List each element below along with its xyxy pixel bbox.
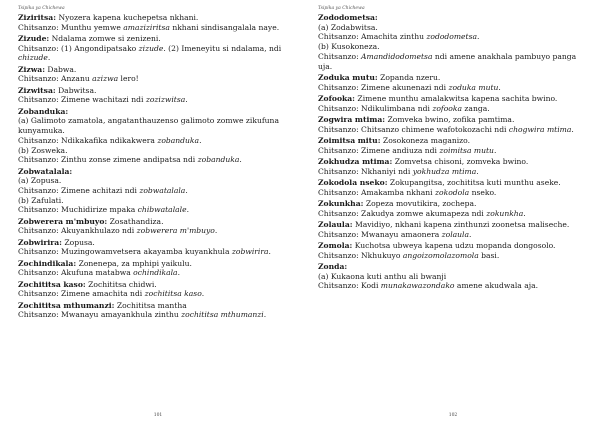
- example-term: zokunkha: [486, 208, 524, 218]
- entry-definition: Ndalama zomwe si zenizeni.: [49, 34, 161, 43]
- entry-headword: Zokhudza mtima:: [318, 156, 393, 166]
- entry-text: (a) Kukaona kuti anthu ali bwanji: [318, 271, 447, 281]
- entry-text: Chitsanzo: Zinthu zonse zimene andipatsa ndi: [18, 155, 198, 165]
- right-page: [300, 0, 600, 424]
- entry-text: Chitsanzo: Mwanayu amayankhula zinthu: [18, 310, 182, 320]
- dictionary-entry: [318, 178, 584, 197]
- entry-text: .: [185, 185, 188, 195]
- dictionary-entry: [18, 65, 288, 84]
- entry-text: Chitsanzo: Zimene akunenazi ndi: [318, 82, 449, 92]
- dictionary-entry: [18, 259, 288, 278]
- example-term: zokodola: [435, 187, 470, 197]
- example-term: zoimitsa mutu: [439, 145, 494, 155]
- entry-text: .: [476, 166, 479, 176]
- entry-text: ndi amene anakhala pambuyo panga uja.: [318, 51, 577, 71]
- entry-text: Chitsanzo: Zimene andiuza ndi: [318, 145, 440, 155]
- entry-headword: Ziziritsa:: [18, 13, 57, 22]
- dictionary-entry: [18, 280, 288, 299]
- dictionary-entry: [318, 262, 584, 291]
- dictionary-entry: [18, 238, 288, 257]
- entry-headword: Zododometsa:: [318, 13, 378, 22]
- entry-line: [318, 209, 584, 219]
- entry-definition: Zopusa.: [61, 237, 95, 247]
- example-term: chizude: [18, 53, 48, 63]
- example-term: zobwerera m'mbuyo: [136, 226, 215, 236]
- entry-line: [18, 268, 288, 278]
- entry-headword: Zizwitsa:: [18, 85, 56, 95]
- example-term: chogwira mtima: [508, 124, 572, 134]
- dictionary-entry: [318, 13, 584, 71]
- entry-text: Chitsanzo: Amachita zinthu: [318, 32, 427, 42]
- entry-line: [318, 104, 584, 114]
- entry-text: Chitsanzo: Muchidirize mpaka: [18, 205, 138, 215]
- entry-text: Chitsanzo: Nkhaniyi ndi: [318, 166, 413, 176]
- example-term: zochititsa mthumanzi: [181, 310, 264, 320]
- entry-line: [18, 196, 288, 206]
- entry-text: nkhani sindisangalala naye.: [169, 22, 280, 32]
- example-term: yokhudza mtima: [412, 166, 477, 176]
- entry-text: (b) Zosweka.: [18, 145, 68, 155]
- entries-list: [318, 13, 584, 291]
- entry-text: Chitsanzo: Zakudya zomwe akumapeza ndi: [318, 208, 487, 218]
- entry-definition: Zopeza movutikira, zochepa.: [363, 198, 477, 208]
- entry-headword: Zogwira mtima:: [318, 114, 386, 124]
- entry-headword: Zoduka mutu:: [318, 72, 378, 82]
- example-term: zochititsa kaso: [144, 289, 202, 299]
- entry-text: lero!: [118, 74, 139, 84]
- entry-text: (b) Zafulati.: [18, 195, 64, 205]
- example-term: munakawazondako: [380, 281, 455, 291]
- example-term: zizude: [138, 43, 164, 53]
- entry-definition: Dabwitsa.: [55, 85, 97, 95]
- entry-headword: Zobanduka:: [18, 106, 69, 116]
- entry-text: Chitsanzo: (1) Angondipatsako: [18, 43, 139, 53]
- entry-text: .: [185, 95, 188, 105]
- entry-text: Chitsanzo: Munthu yemwe: [18, 22, 124, 32]
- entry-headword: Zonda:: [318, 261, 348, 271]
- entry-text: Chitsanzo: Mwanayu amaonera: [318, 229, 442, 239]
- entry-text: .: [47, 53, 51, 63]
- entry-line: [18, 95, 288, 105]
- entry-headword: Zizwa:: [18, 64, 46, 74]
- example-term: azizwa: [92, 74, 119, 84]
- example-term: zoduka mutu: [448, 82, 499, 92]
- entry-headword: Zomola:: [318, 240, 353, 250]
- entry-text: nseko.: [469, 187, 497, 197]
- entry-definition: Zosokoneza maganizo.: [380, 135, 471, 145]
- entry-headword: Zokunkha:: [318, 198, 364, 208]
- example-term: Amandidodometsa: [361, 51, 433, 61]
- entry-line: [18, 116, 288, 135]
- entry-text: .: [571, 124, 574, 134]
- dictionary-entry: [318, 157, 584, 176]
- example-term: amaziziritsa: [123, 22, 170, 32]
- entry-headword: Zobwatalala:: [18, 166, 73, 176]
- entry-headword: Zokodola nseko:: [318, 177, 388, 187]
- entry-definition: Zopanda nzeru.: [377, 72, 441, 82]
- example-term: angoizomolazomola: [402, 250, 479, 260]
- entry-line: [318, 167, 584, 177]
- dictionary-entry: [18, 13, 288, 32]
- entry-text: Chitsanzo: Chitsanzo chimene wafotokozachi ndi: [318, 124, 509, 134]
- example-term: zozizwitsa: [145, 95, 186, 105]
- entry-text: Chitsanzo: Kodi: [318, 281, 381, 291]
- entry-definition: Zonenepa, za mphipi yaikulu.: [76, 258, 192, 268]
- example-term: zododometsa: [426, 32, 477, 42]
- dictionary-entry: [18, 86, 288, 105]
- dictionary-entry: [318, 199, 584, 218]
- running-head: Tsipika ya Chichewa: [318, 6, 365, 11]
- entry-text: .: [201, 289, 205, 299]
- entry-line: [18, 289, 288, 299]
- dictionary-entry: [318, 115, 584, 134]
- dictionary-entry: [318, 220, 584, 239]
- entry-definition: Zokupangitsa, zochititsa kuti munthu aseke.: [387, 177, 561, 187]
- entry-line: [318, 188, 584, 198]
- entry-line: [318, 23, 584, 33]
- entry-line: [318, 230, 584, 240]
- entry-headword: Zofooka:: [318, 93, 355, 103]
- dictionary-entry: [18, 34, 288, 63]
- dictionary-entry: [18, 167, 288, 216]
- entry-line: [318, 281, 584, 291]
- dictionary-entry: [18, 301, 288, 320]
- entry-line: [318, 146, 584, 156]
- entry-headword: Zoimitsa mitu:: [318, 135, 381, 145]
- entry-text: .: [268, 247, 271, 257]
- entry-line: [18, 155, 288, 165]
- entry-headword: Zochititsa kaso:: [18, 279, 86, 289]
- entries-list: [18, 13, 288, 320]
- example-term: zobwatalala: [139, 185, 186, 195]
- entry-text: .: [493, 145, 497, 155]
- example-term: zobanduka: [157, 135, 200, 145]
- entry-text: .: [177, 268, 181, 278]
- entry-text: (b) Kusokoneza.: [318, 42, 380, 52]
- page-number: 102: [448, 413, 458, 418]
- example-term: zolaula: [441, 229, 470, 239]
- entry-text: (a) Zopusa.: [18, 176, 62, 186]
- dictionary-entry: [18, 217, 288, 236]
- example-term: zofooka: [432, 103, 462, 113]
- entry-text: .: [186, 205, 190, 215]
- example-term: chibwatalale: [137, 205, 187, 215]
- entry-line: [318, 272, 584, 282]
- entry-line: [318, 125, 584, 135]
- entry-line: [318, 83, 584, 93]
- entry-line: [18, 176, 288, 186]
- entry-line: [18, 205, 288, 215]
- entry-line: [18, 74, 288, 84]
- entry-text: .: [263, 310, 267, 320]
- entry-text: amene akudwala aja.: [454, 281, 539, 291]
- entry-text: Chitsanzo: Ndikakafika ndikakwera: [18, 135, 158, 145]
- entry-text: .: [477, 32, 480, 42]
- example-term: ochindikala: [133, 268, 178, 278]
- entry-line: [18, 226, 288, 236]
- entry-text: Chitsanzo: Nkhukuyo: [318, 250, 403, 260]
- entry-headword: Zobwerera m'mbuyo:: [18, 216, 108, 226]
- example-term: zobwirira: [231, 247, 269, 257]
- entry-definition: Nyozera kapena kuchepetsa nkhani.: [56, 13, 199, 22]
- entry-text: .: [498, 82, 501, 92]
- entry-line: [18, 146, 288, 156]
- entry-definition: Zimene munthu amalakwitsa kapena sachita bwino.: [355, 93, 558, 103]
- entry-text: Chitsanzo: Akufuna matabwa: [18, 268, 134, 278]
- entry-text: zanga.: [462, 103, 490, 113]
- entry-definition: Kuchotsa ubweya kapena udzu mopanda dongosolo.: [352, 240, 556, 250]
- example-term: zobanduka: [197, 155, 240, 165]
- entry-text: Chitsanzo:: [318, 51, 362, 61]
- entry-text: (a) Galimoto zamatola, angatanthauzenso galimoto zomwe zikufuna kunyamuka.: [18, 116, 279, 136]
- entry-text: Chitsanzo: Anzanu: [18, 74, 93, 84]
- entry-text: .: [199, 135, 202, 145]
- entry-text: .: [239, 155, 242, 165]
- running-head: Tsipika ya Chichewa: [18, 6, 65, 11]
- dictionary-entry: [318, 241, 584, 260]
- entry-definition: Zochititsa chidwi.: [85, 279, 157, 289]
- entry-headword: Zolaula:: [318, 219, 353, 229]
- entry-text: Chitsanzo: Akuyankhulazo ndi: [18, 226, 137, 236]
- entry-text: Chitsanzo: Zimene wachitazi ndi: [18, 95, 146, 105]
- entry-line: [18, 186, 288, 196]
- entry-definition: Mavidiyo, nkhani kapena zinthunzi zoonetsa maliseche.: [352, 219, 570, 229]
- entry-line: [318, 251, 584, 261]
- entry-headword: Zobwirira:: [18, 237, 62, 247]
- entry-headword: Zochindikala:: [18, 258, 77, 268]
- entry-text: Chitsanzo: Muzingowamvetsera akayamba kuyankhula: [18, 247, 232, 257]
- entry-line: [318, 32, 584, 42]
- entry-line: [318, 52, 584, 71]
- entry-definition: Zochititsa mantha: [114, 300, 187, 310]
- page-number: 101: [153, 413, 163, 418]
- entry-text: .: [214, 226, 218, 236]
- entry-text: .: [469, 229, 472, 239]
- entry-line: [18, 44, 288, 63]
- entry-text: Chitsanzo: Amakamba nkhani: [318, 187, 436, 197]
- entry-text: .: [523, 208, 526, 218]
- entry-headword: Zizude:: [18, 34, 50, 43]
- dictionary-entry: [318, 136, 584, 155]
- entry-definition: Zomveka bwino, zofika pamtima.: [385, 114, 515, 124]
- entry-line: [18, 310, 288, 320]
- entry-text: (a) Zodabwitsa.: [318, 22, 378, 32]
- entry-line: [318, 42, 584, 52]
- entry-line: [18, 23, 288, 33]
- entry-headword: Zochititsa mthumanzi:: [18, 300, 115, 310]
- entry-definition: Zosathandiza.: [107, 216, 164, 226]
- entry-text: Chitsanzo: Ndikulimbana ndi: [318, 103, 433, 113]
- entry-text: . (2) Imeneyitu si ndalama, ndi: [163, 43, 282, 53]
- entry-line: [18, 247, 288, 257]
- entry-text: Chitsanzo: Zimene achitazi ndi: [18, 185, 140, 195]
- entry-line: [18, 136, 288, 146]
- dictionary-entry: [318, 94, 584, 113]
- entry-definition: Dabwa.: [45, 64, 77, 74]
- entry-definition: Zomvetsa chisoni, zomveka bwino.: [392, 156, 529, 166]
- entry-text: Chitsanzo: Zimene amachita ndi: [18, 289, 145, 299]
- entry-text: basi.: [478, 250, 500, 260]
- dictionary-entry: [18, 107, 288, 165]
- dictionary-entry: [318, 73, 584, 92]
